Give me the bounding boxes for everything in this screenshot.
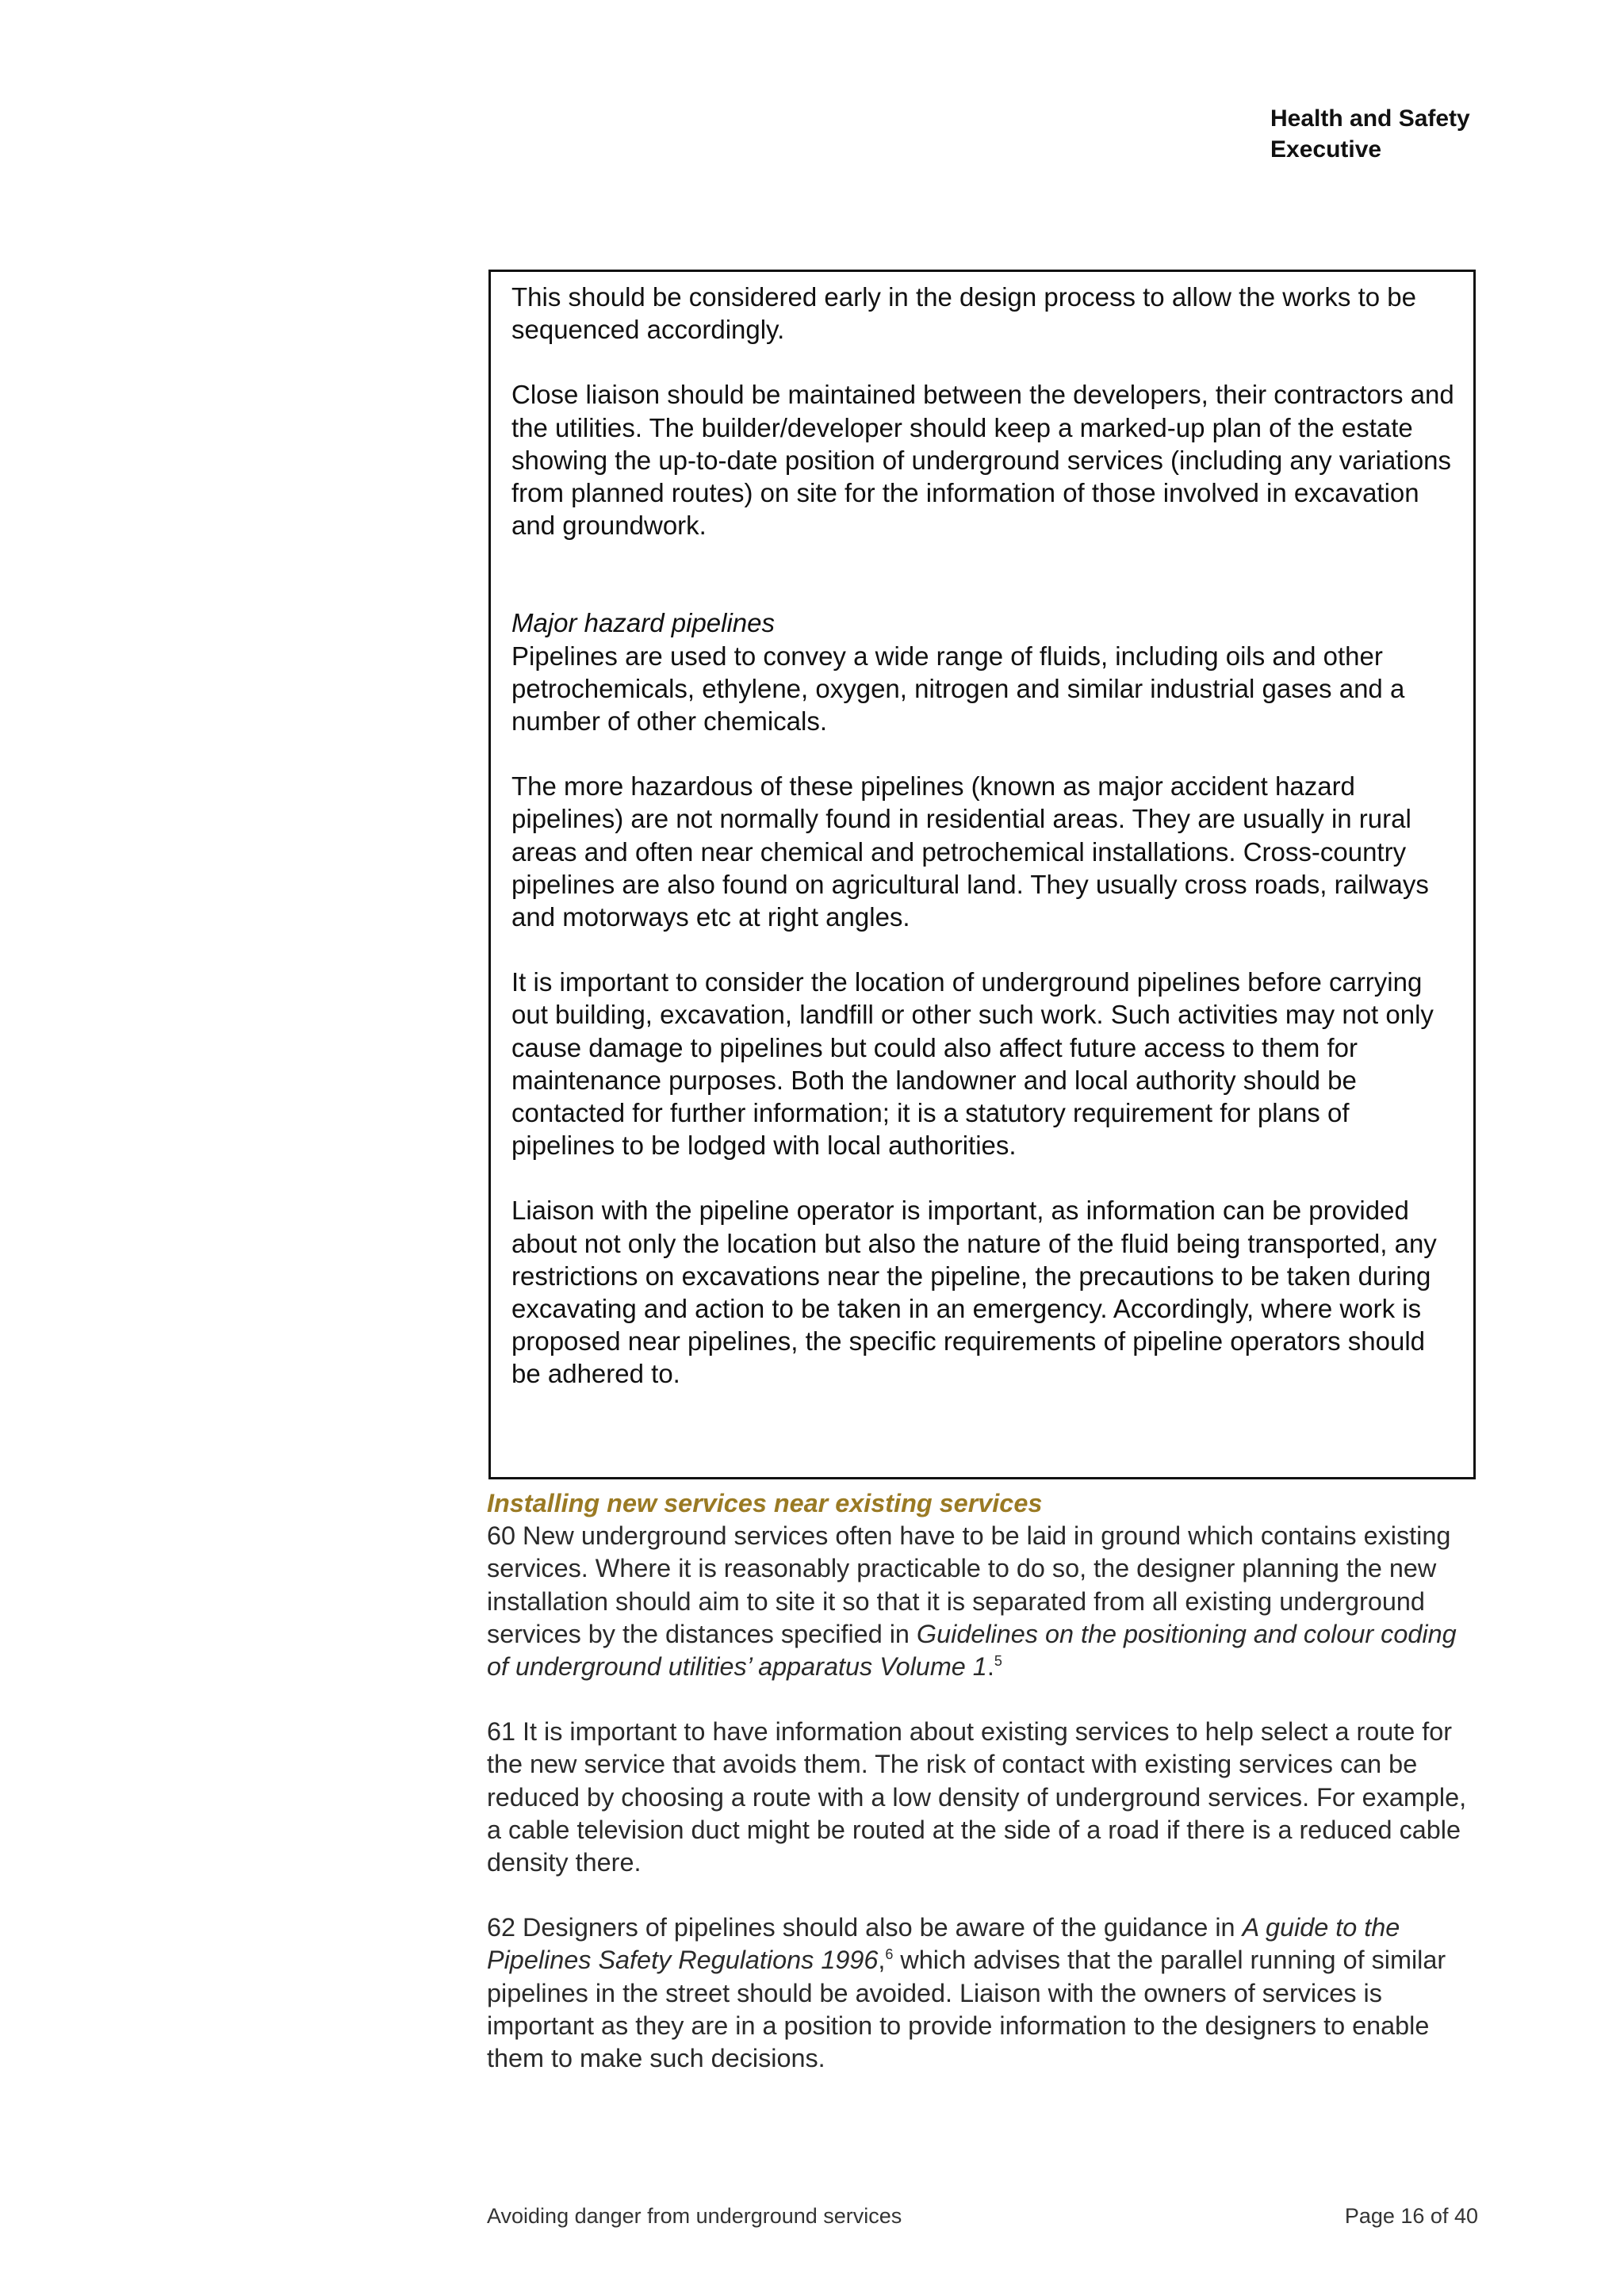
paragraph-60-end: . <box>986 1652 994 1682</box>
footer-document-title: Avoiding danger from underground services <box>487 2204 902 2228</box>
paragraph-62-italic-title: A guide to the Pipelines Safety Regulations 1996 <box>487 1913 1400 1975</box>
main-section <box>487 1487 1483 2075</box>
paragraph-60-italic-title: Guidelines on the positioning and colour coding of underground utilities’ apparatus Volume 1 <box>487 1619 1457 1682</box>
reference-5: 5 <box>994 1653 1002 1670</box>
organisation-line-2: Executive <box>1270 136 1382 163</box>
box-subheading: Major hazard pipelines <box>511 608 776 638</box>
paragraph-60 <box>487 1520 1483 1683</box>
box-paragraph-4: The more hazardous of these pipelines (known as major accident hazard pipelines) are not normally found in residential areas. They are usually in rural areas and often near chemical and petrochemical installations. Cross-country pipelines are also found on agricultural land. They usually cross roads, railways and motorways etc at right angles. <box>511 771 1429 932</box>
organisation-line-1: Health and Safety <box>1270 105 1470 132</box>
box-paragraph-3: Pipelines are used to convey a wide range of fluids, including oils and other petrochemicals, ethylene, oxygen, nitrogen and similar industrial gases and a number of other chemicals. <box>511 641 1405 737</box>
box-paragraph-1: This should be considered early in the design process to allow the works to be sequenced accordingly. <box>511 282 1416 345</box>
boxed-guidance <box>488 270 1476 1479</box>
footer-page-number: Page 16 of 40 <box>1344 2204 1478 2228</box>
paragraph-60-text: 60 New underground services often have to be laid in ground which contains existing services. Where it is reasonably practicable to do so, the designer planning the new installation should aim to site it so that it is separated from all existing underground services by the distances specified in <box>487 1521 1451 1648</box>
reference-6: 6 <box>885 1946 894 1963</box>
paragraph-61: 61 It is important to have information about existing services to help select a route for the new service that avoids them. The risk of contact with existing services can be reduced by choosing a route with a low density of underground services. For example, a cable television duct might be routed at the side of a road if there is a reduced cable density there. <box>487 1717 1467 1877</box>
section-heading: Installing new services near existing services <box>487 1489 1043 1517</box>
box-paragraph-2: Close liaison should be maintained between the developers, their contractors and the utilities. The builder/developer should keep a marked-up plan of the estate showing the up-to-date position of underground services (including any variations from planned routes) on site for the information of those involved in excavation and groundwork. <box>511 380 1454 541</box>
organisation-name <box>1270 103 1470 165</box>
paragraph-62-rest: which advises that the parallel running of similar pipelines in the street should be avoided. Liaison with the owners of services is important as they are in a position to provide information to the designers to enable them to make such decisions. <box>487 1946 1446 2073</box>
paragraph-62-comma: , <box>878 1946 886 1975</box>
paragraph-62 <box>487 1911 1483 2075</box>
box-paragraph-6: Liaison with the pipeline operator is important, as information can be provided about not only the location but also the nature of the fluid being transported, any restrictions on excavations near the pipeline, the precautions to be taken during excavating and action to be taken in an emergency. Accordingly, where work is proposed near pipelines, the specific requirements of pipeline operators should be adhered to. <box>511 1196 1437 1389</box>
paragraph-62-text: 62 Designers of pipelines should also be aware of the guidance in <box>487 1913 1243 1942</box>
box-paragraph-5: It is important to consider the location of underground pipelines before carrying out building, excavation, landfill or other such work. Such activities may not only cause damage to pipelines but could also affect future access to them for maintenance purposes. Both the landowner and local authority should be contacted for further information; it is a statutory requirement for plans of pipelines to be lodged with local authorities. <box>511 967 1434 1161</box>
